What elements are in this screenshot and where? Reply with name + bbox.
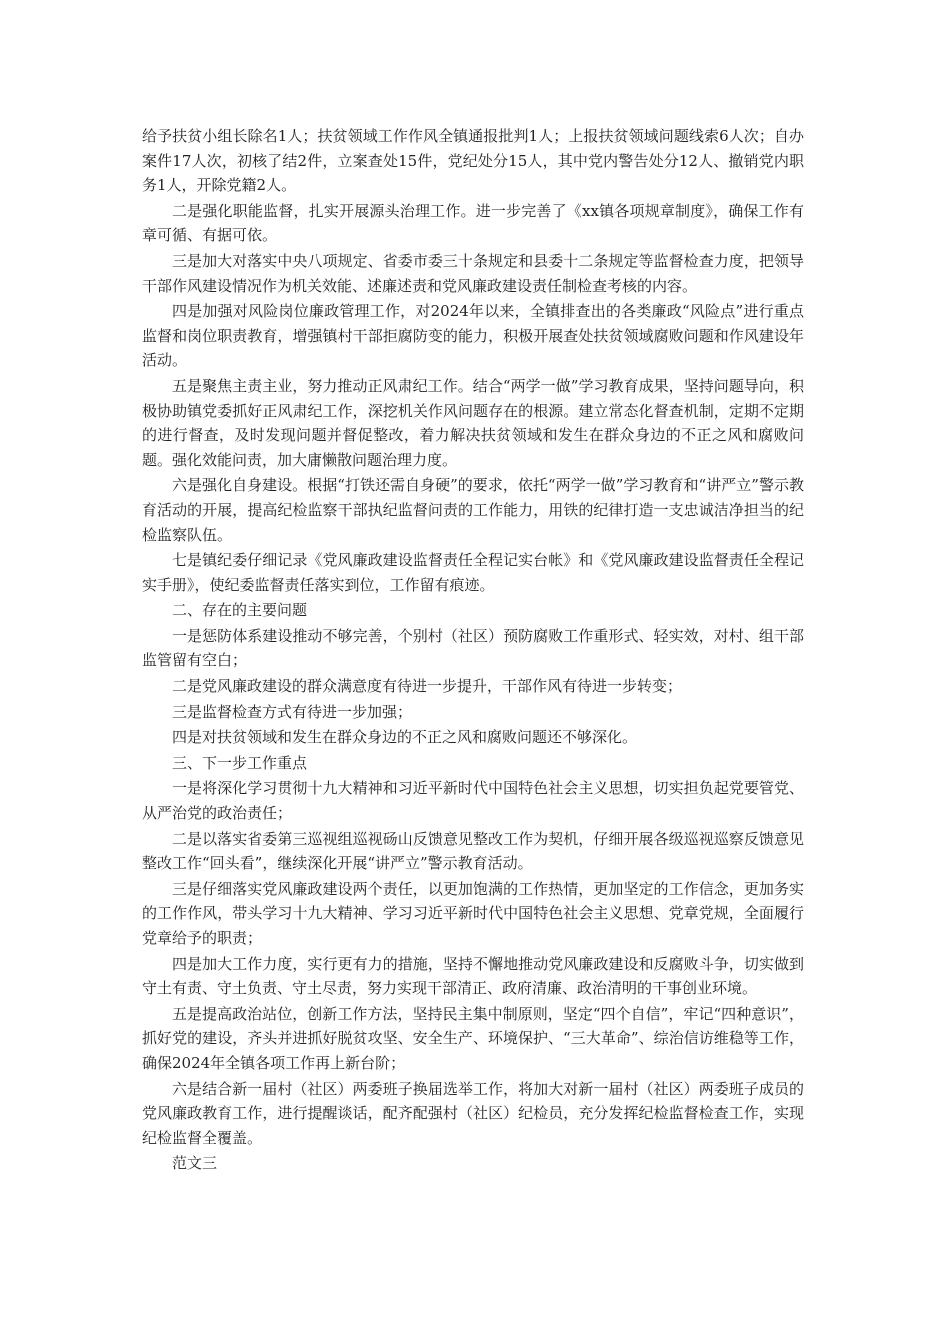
paragraph-0: 给予扶贫小组长除名1人；扶贫领域工作作风全镇通报批判1人；上报扶贫领域问题线索6人次；自办案件17人次，初核了结2件，立案查处15件，党纪处分15人，其中党内警告处分12人、撤销党内职务1人，开除党籍2人。 [142,127,804,195]
paragraph-13: 一是将深化学习贯彻十九大精神和习近平新时代中国特色社会主义思想，切实担负起党要管党、从严治党的政治责任； [142,779,804,823]
document-body [142,124,804,1177]
paragraph-2: 三是加大对落实中央八项规定、省委市委三十条规定和县委十二条规定等监督检查力度，把领导干部作风建设情况作为机关效能、述廉述责和党风廉政建设责任制检查考核的内容。 [142,251,804,295]
paragraph-10: 三是监督检查方式有待进一步加强； [172,702,413,721]
paragraph-16: 四是加大工作力度，实行更有力的措施，坚持不懈地推动党风廉政建设和反腐败斗争，切实做到守土有责、守土负责、守土尽责，努力实现干部清正、政府清廉、政治清明的干事创业环境。 [142,954,804,998]
paragraph-3: 四是加强对风险岗位廉政管理工作，对2024年以来，全镇排查出的各类廉政“风险点”进行重点监督和岗位职责教育，增强镇村干部拒腐防变的能力，积极开展查处扶贫领域腐败问题和作风建设年活动。 [142,302,804,370]
paragraph-15: 三是仔细落实党风廉政建设两个责任，以更加饱满的工作热情，更加坚定的工作信念，更加务实的工作作风，带头学习十九大精神、学习习近平新时代中国特色社会主义思想、党章党规，全面履行党章给予的职责； [142,879,804,947]
paragraph-9: 二是党风廉政建设的群众满意度有待进一步提升，干部作风有待进一步转变； [172,677,683,696]
paragraph-14: 二是以落实省委第三巡视组巡视砀山反馈意见整改工作为契机，仔细开展各级巡视巡察反馈意见整改工作“回头看”，继续深化开展“讲严立”警示教育活动。 [142,829,804,873]
section-heading-next-steps: 三、下一步工作重点 [172,753,308,772]
section-heading-problems: 二、存在的主要问题 [172,601,308,620]
paragraph-6: 七是镇纪委仔细记录《党风廉政建设监督责任全程记实台帐》和《党风廉政建设监督责任全程记实手册》，使纪委监督责任落实到位，工作留有痕迹。 [142,551,804,594]
section-heading-sample-three: 范文三 [172,1154,218,1173]
paragraph-5: 六是强化自身建设。根据“打铁还需自身硬”的要求，依托“两学一做”学习教育和“讲严立”警示教育活动的开展，提高纪检监察干部执纪监督问责的工作能力，用铁的纪律打造一支忠诚洁净担当的纪检监察队伍。 [142,476,804,544]
paragraph-1: 二是强化职能监督，扎实开展源头治理工作。进一步完善了《xx镇各项规章制度》，确保工作有章可循、有据可依。 [142,201,804,245]
paragraph-17: 五是提高政治站位，创新工作方法，坚持民主集中制原则，坚定“四个自信”，牢记“四种意识”，抓好党的建设，齐头并进抓好脱贫攻坚、安全生产、环境保护、“三大革命”、综治信访维稳等工作，确保2024年全镇各项工作再上新台阶； [142,1004,804,1072]
paragraph-18: 六是结合新一届村（社区）两委班子换届选举工作，将加大对新一届村（社区）两委班子成员的党风廉政教育工作，进行提醒谈话，配齐配强村（社区）纪检员，充分发挥纪检监督检查工作，实现纪检监督全覆盖。 [142,1079,804,1147]
paragraph-8: 一是惩防体系建设推动不够完善，个别村（社区）预防腐败工作重形式、轻实效，对村、组干部监管留有空白； [142,626,804,670]
paragraph-4: 五是聚焦主责主业，努力推动正风肃纪工作。结合“两学一做”学习教育成果，坚持问题导向，积极协助镇党委抓好正风肃纪工作，深挖机关作风问题存在的根源。建立常态化督查机制，定期不定期的进行督查，及时发现问题并督促整改，着力解决扶贫领域和发生在群众身边的不正之风和腐败问题。强化效能问责，加大庸懒散问题治理力度。 [142,376,804,469]
paragraph-11: 四是对扶贫领域和发生在群众身边的不正之风和腐败问题还不够深化。 [172,728,638,747]
